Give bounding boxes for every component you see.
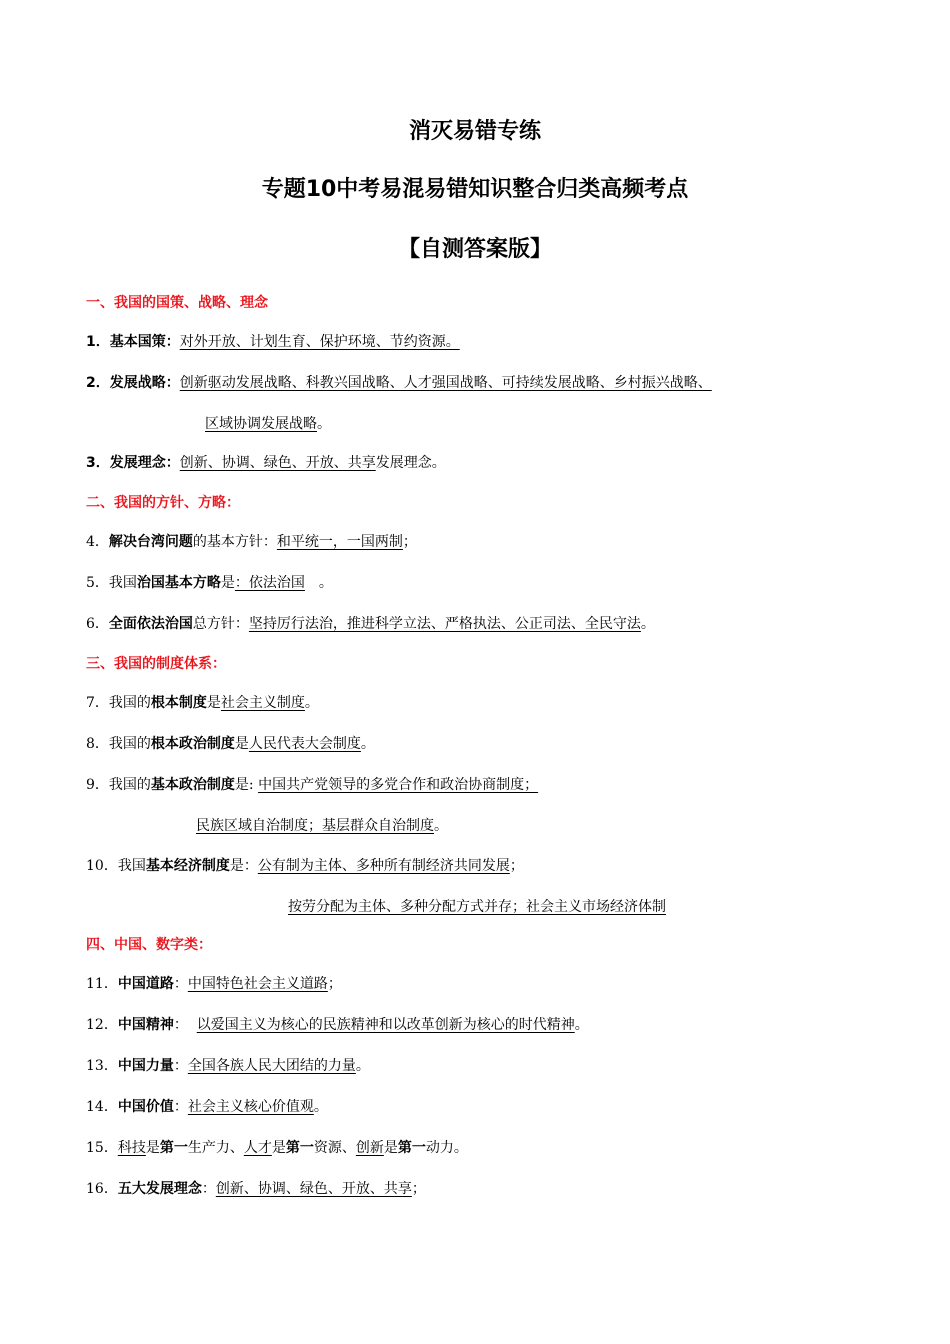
item-end: 。 [355, 1058, 370, 1074]
item-end: 。 [317, 416, 331, 432]
item-number: 1． [86, 334, 110, 350]
item-number: 4． [86, 534, 109, 550]
item-answer: 以爱国主义为核心的民族精神和以改革创新为核心的时代精神 [196, 1017, 575, 1033]
item-end: 资源、 [313, 1140, 356, 1156]
doc-subtitle: 专题10中考易混易错知识整合归类高频考点 [261, 177, 689, 202]
item-key: 基本国策 [109, 334, 166, 350]
item-mid: 是 [271, 1140, 286, 1156]
section-heading-1: 一、我国的国策、战略、理念 [86, 295, 268, 311]
item-sep: ： [165, 375, 180, 391]
item-9-continued [196, 816, 448, 836]
item-key: 中国精神 [117, 1017, 174, 1033]
item-key: 第一 [285, 1140, 314, 1156]
item-number: 15． [86, 1140, 118, 1156]
section-heading-3: 三、我国的制度体系： [86, 656, 226, 672]
item-pre: 我国 [108, 575, 137, 591]
item-key: 根本制度 [150, 695, 207, 711]
item-2-continued [205, 414, 331, 434]
item-answer-rencai: 人才 [243, 1140, 272, 1156]
item-10 [86, 856, 524, 876]
item-key: 中国力量 [117, 1058, 174, 1074]
item-key: 第一 [159, 1140, 188, 1156]
item-number: 11． [86, 976, 118, 992]
item-end: 发展理念。 [375, 455, 446, 471]
item-key: 中国价值 [117, 1099, 174, 1115]
item-3 [86, 453, 446, 473]
item-end: ； [509, 858, 524, 874]
item-pre: 我国的 [108, 736, 151, 752]
item-12 [86, 1015, 589, 1035]
item-mid: 是 [145, 1140, 160, 1156]
item-answer: 创新驱动发展战略、科教兴国战略、人才强国战略、可持续发展战略、乡村振兴战略、 [179, 375, 712, 391]
item-answer: 和平统一，一国两制 [276, 534, 403, 550]
item-key: 治国基本方略 [136, 575, 221, 591]
doc-edition: 【自测答案版】 [397, 237, 552, 262]
item-6 [86, 614, 655, 634]
item-answer-cont: 按劳分配为主体、多种分配方式并存；社会主义市场经济体制 [288, 899, 666, 915]
item-key: 基本经济制度 [145, 858, 230, 874]
item-number: 2． [86, 375, 110, 391]
item-answer: ：依法治国 [234, 575, 305, 591]
item-15 [86, 1138, 468, 1158]
item-answer-cont: 民族区域自治制度；基层群众自治制度 [196, 818, 434, 834]
item-mid: 是 [220, 575, 235, 591]
item-number: 9． [86, 777, 109, 793]
item-7 [86, 693, 319, 713]
item-answer: 中国共产党领导的多党合作和政治协商制度； [258, 777, 539, 793]
item-end: 生产力、 [187, 1140, 244, 1156]
item-answer: 创新、协调、绿色、开放、共享 [215, 1181, 412, 1197]
item-mid: 是 [383, 1140, 398, 1156]
item-answer: 坚持厉行法治，推进科学立法、严格执法、公正司法、全民守法 [248, 616, 641, 632]
item-end: 动力。 [425, 1140, 468, 1156]
item-1 [86, 332, 460, 352]
item-end: 。 [304, 575, 333, 591]
item-9 [86, 775, 538, 795]
item-answer: 创新、协调、绿色、开放、共享 [179, 455, 376, 471]
item-key: 发展战略 [109, 375, 166, 391]
item-16 [86, 1179, 426, 1199]
item-2 [86, 373, 712, 393]
item-end: 。 [574, 1017, 589, 1033]
item-pre: 我国的 [108, 695, 151, 711]
item-sep: ： [173, 1017, 197, 1033]
item-sep: ： [173, 976, 188, 992]
item-end: 。 [640, 616, 655, 632]
item-end: 。 [360, 736, 375, 752]
item-14 [86, 1097, 328, 1117]
item-answer: 中国特色社会主义道路 [187, 976, 328, 992]
item-11 [86, 974, 342, 994]
item-answer: 全国各族人民大团结的力量 [187, 1058, 356, 1074]
item-mid: 是： [229, 858, 258, 874]
item-number: 5． [86, 575, 109, 591]
item-answer-keji: 科技 [117, 1140, 146, 1156]
item-mid: 的基本方针： [192, 534, 277, 550]
item-number: 6． [86, 616, 109, 632]
item-key: 解决台湾问题 [108, 534, 193, 550]
item-key: 第一 [397, 1140, 426, 1156]
item-key: 中国道路 [117, 976, 174, 992]
item-mid: 总方针： [192, 616, 249, 632]
item-key: 全面依法治国 [108, 616, 193, 632]
item-answer: 社会主义制度 [220, 695, 305, 711]
item-answer: 社会主义核心价值观 [187, 1099, 314, 1115]
item-number: 7． [86, 695, 109, 711]
item-end: ； [327, 976, 342, 992]
item-end: 。 [434, 818, 448, 834]
item-number: 12． [86, 1017, 118, 1033]
item-number: 10． [86, 858, 118, 874]
item-number: 3． [86, 455, 110, 471]
item-number: 13． [86, 1058, 118, 1074]
item-mid: 是 [234, 736, 249, 752]
item-sep: ： [173, 1058, 188, 1074]
item-key: 基本政治制度 [150, 777, 235, 793]
doc-title: 消灭易错专练 [408, 119, 541, 144]
item-end: ； [402, 534, 417, 550]
item-pre: 我国 [117, 858, 146, 874]
item-mid: 是: [234, 777, 259, 793]
item-sep: ： [165, 334, 180, 350]
item-end: 。 [304, 695, 319, 711]
item-sep: ： [173, 1099, 188, 1115]
item-4 [86, 532, 417, 552]
item-number: 14． [86, 1099, 118, 1115]
item-number: 16． [86, 1181, 118, 1197]
item-answer: 公有制为主体、多种所有制经济共同发展 [257, 858, 510, 874]
item-answer: 人民代表大会制度 [248, 736, 361, 752]
item-key: 发展理念 [109, 455, 166, 471]
item-10-continued [288, 897, 666, 917]
item-13 [86, 1056, 370, 1076]
item-answer-chuangxin: 创新 [355, 1140, 384, 1156]
item-pre: 我国的 [108, 777, 151, 793]
item-8 [86, 734, 375, 754]
item-answer-cont: 区域协调发展战略 [205, 416, 317, 432]
section-heading-4: 四、中国、数字类： [86, 937, 212, 953]
item-end: 。 [313, 1099, 328, 1115]
item-number: 8． [86, 736, 109, 752]
item-end: ； [411, 1181, 426, 1197]
item-answer: 对外开放、计划生育、保护环境、节约资源。 [179, 334, 460, 350]
item-key: 五大发展理念 [117, 1181, 202, 1197]
item-sep: ： [201, 1181, 216, 1197]
section-heading-2: 二、我国的方针、方略： [86, 495, 240, 511]
item-mid: 是 [206, 695, 221, 711]
item-5 [86, 573, 333, 593]
item-sep: ： [165, 455, 180, 471]
item-key: 根本政治制度 [150, 736, 235, 752]
